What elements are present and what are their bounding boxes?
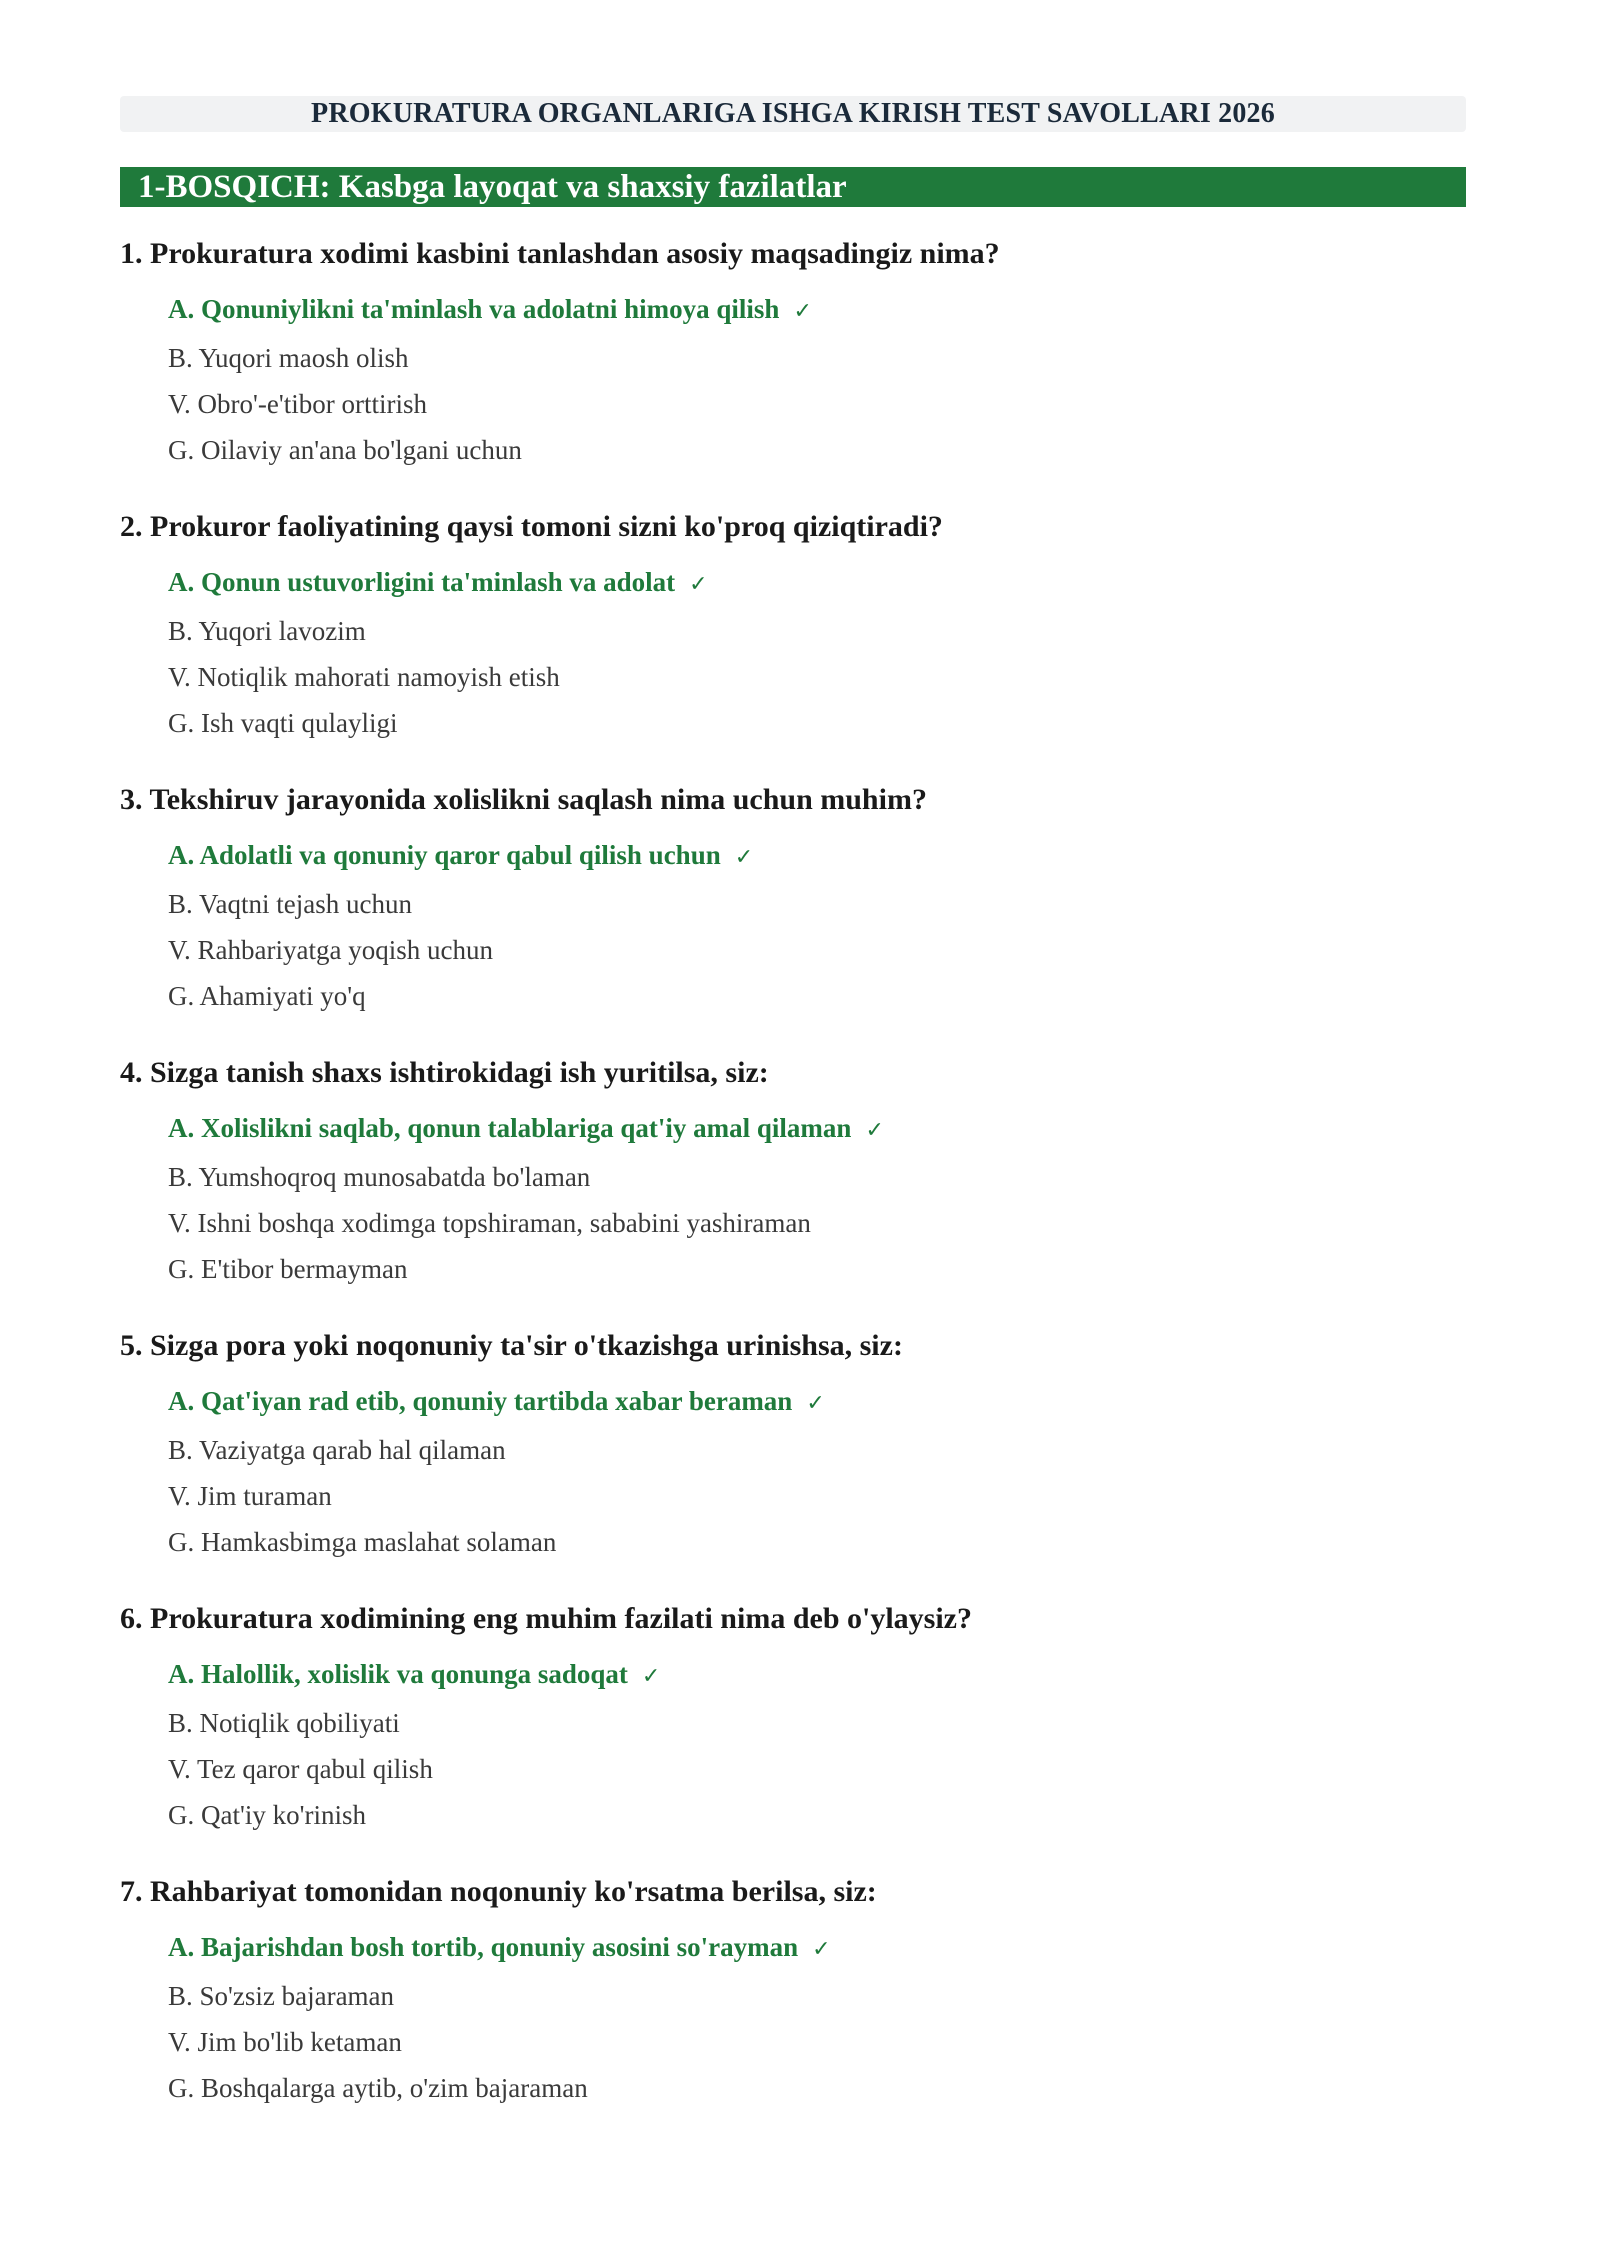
answer-options [120,1924,1466,2111]
answer-option-correct [168,286,1466,335]
answer-option-text: V. Rahbariyatga yoqish uchun [168,935,493,965]
answer-option [168,1246,1466,1292]
question-block [120,1873,1466,2111]
answer-option-correct [168,832,1466,881]
answer-option-correct [168,1651,1466,1700]
answer-options [120,832,1466,1019]
answer-option-text: A. Halollik, xolislik va qonunga sadoqat [168,1659,628,1689]
section-header: 1-BOSQICH: Kasbga layoqat va shaxsiy fazilatlar [120,167,1466,207]
answer-option-text: G. E'tibor bermayman [168,1254,408,1284]
answer-option [168,335,1466,381]
question-text: 3. Tekshiruv jarayonida xolislikni saqlash nima uchun muhim? [120,783,927,816]
answer-options [120,1651,1466,1838]
answer-option-text: B. Yuqori lavozim [168,616,366,646]
answer-options [120,559,1466,746]
answer-option-text: V. Notiqlik mahorati namoyish etish [168,662,560,692]
answer-option [168,1519,1466,1565]
question-block [120,1600,1466,1838]
question-list [120,235,1466,2111]
question-block [120,235,1466,473]
answer-option-text: B. Yumshoqroq munosabatda bo'laman [168,1162,591,1192]
answer-option [168,381,1466,427]
answer-option [168,608,1466,654]
checkmark-icon: ✓ [641,1664,661,1689]
question-text: 4. Sizga tanish shaxs ishtirokidagi ish yuritilsa, siz: [120,1056,769,1089]
question-text: 2. Prokuror faoliyatining qaysi tomoni sizni ko'proq qiziqtiradi? [120,510,943,543]
answer-option-correct [168,1378,1466,1427]
answer-option [168,1427,1466,1473]
answer-option-text: A. Qonun ustuvorligini ta'minlash va adolat [168,567,676,597]
question-block [120,781,1466,1019]
answer-options [120,1378,1466,1565]
answer-option-text: V. Jim bo'lib ketaman [168,2027,402,2057]
checkmark-icon: ✓ [865,1118,884,1143]
answer-option [168,1792,1466,1838]
answer-option-text: G. Ahamiyati yo'q [168,981,366,1011]
answer-option [168,1700,1466,1746]
answer-option-text: B. Vaziyatga qarab hal qilaman [168,1435,506,1465]
answer-option-correct [168,1105,1466,1154]
question-block [120,508,1466,746]
answer-option-text: B. So'zsiz bajaraman [168,1981,395,2011]
answer-option-text: G. Qat'iy ko'rinish [168,1800,366,1830]
answer-option [168,2019,1466,2065]
answer-option [168,700,1466,746]
answer-option [168,1473,1466,1519]
answer-option-text: A. Xolislikni saqlab, qonun talablariga qat'iy amal qilaman [168,1113,852,1143]
answer-option [168,1746,1466,1792]
question-text: 1. Prokuratura xodimi kasbini tanlashdan asosiy maqsadingiz nima? [120,237,1000,270]
answer-option-text: G. Hamkasbimga maslahat solaman [168,1527,557,1557]
answer-option-correct [168,559,1466,608]
answer-options [120,1105,1466,1292]
answer-option [168,1973,1466,2019]
answer-option [168,427,1466,473]
answer-option-text: A. Bajarishdan bosh tortib, qonuniy asosini so'rayman [168,1932,799,1962]
answer-option-text: V. Ishni boshqa xodimga topshiraman, sababini yashiraman [168,1208,811,1238]
answer-option-text: B. Notiqlik qobiliyati [168,1708,400,1738]
question-text: 7. Rahbariyat tomonidan noqonuniy ko'rsatma berilsa, siz: [120,1875,877,1908]
checkmark-icon: ✓ [806,1391,825,1416]
document-page [120,96,1466,2146]
question-block [120,1054,1466,1292]
answer-option-text: B. Yuqori maosh olish [168,343,409,373]
answer-option-text: B. Vaqtni tejash uchun [168,889,412,919]
checkmark-icon: ✓ [689,572,708,597]
answer-option-correct [168,1924,1466,1973]
answer-option-text: V. Jim turaman [168,1481,332,1511]
answer-option-text: A. Qonuniylikni ta'minlash va adolatni himoya qilish [168,294,780,324]
answer-options [120,286,1466,473]
document-title: PROKURATURA ORGANLARIGA ISHGA KIRISH TEST SAVOLLARI 2026 [120,96,1466,132]
question-block [120,1327,1466,1565]
answer-option-text: G. Ish vaqti qulayligi [168,708,398,738]
answer-option-text: G. Oilaviy an'ana bo'lgani uchun [168,435,522,465]
question-text: 6. Prokuratura xodimining eng muhim fazilati nima deb o'ylaysiz? [120,1602,972,1635]
answer-option [168,2065,1466,2111]
checkmark-icon: ✓ [793,299,812,324]
checkmark-icon: ✓ [812,1937,831,1962]
checkmark-icon: ✓ [734,845,754,870]
question-text: 5. Sizga pora yoki noqonuniy ta'sir o'tkazishga urinishsa, siz: [120,1329,903,1362]
answer-option [168,881,1466,927]
answer-option-text: A. Adolatli va qonuniy qaror qabul qilish uchun [168,840,721,870]
answer-option [168,1200,1466,1246]
answer-option [168,1154,1466,1200]
answer-option-text: G. Boshqalarga aytib, o'zim bajaraman [168,2073,588,2103]
answer-option-text: V. Tez qaror qabul qilish [168,1754,433,1784]
answer-option [168,654,1466,700]
answer-option [168,973,1466,1019]
answer-option-text: A. Qat'iyan rad etib, qonuniy tartibda xabar beraman [168,1386,793,1416]
answer-option-text: V. Obro'-e'tibor orttirish [168,389,427,419]
answer-option [168,927,1466,973]
